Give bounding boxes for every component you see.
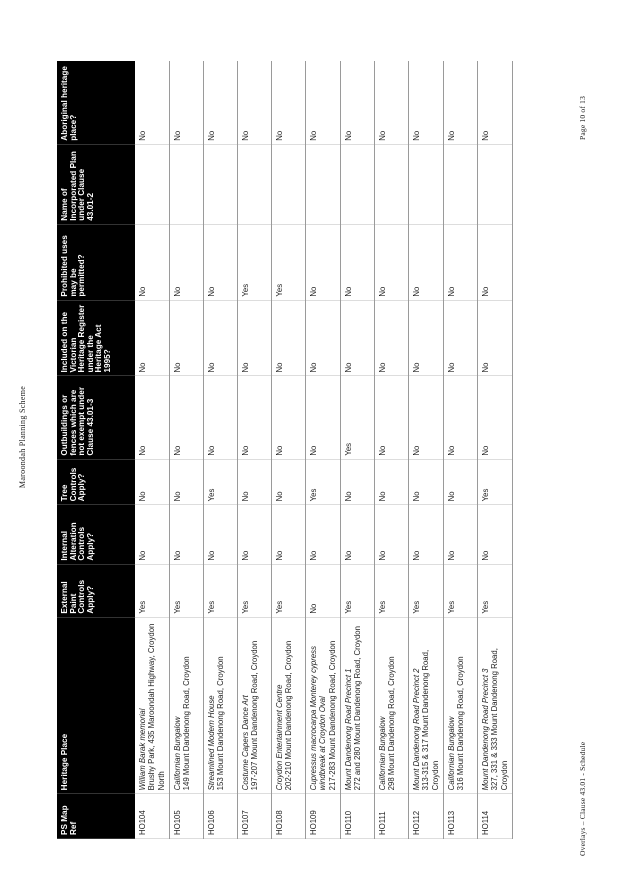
heritage-place-name: Mount Dandenong Road Precinct 1 bbox=[344, 668, 354, 791]
outbuildings-cell: No bbox=[478, 376, 513, 459]
outbuildings-cell: Yes bbox=[341, 376, 375, 459]
incorporated-plan-cell bbox=[341, 144, 375, 224]
victorian-register-cell: No bbox=[272, 300, 306, 376]
col-header-outbuildings: Outbuildings or fences which are not exempt under Clause 43.01-3 bbox=[57, 376, 135, 459]
heritage-place-address: 149 Mount Dandenong Road, Croydon bbox=[182, 656, 192, 791]
page-footer-number: Page 10 of 13 bbox=[578, 95, 587, 140]
outbuildings-cell: No bbox=[409, 376, 444, 459]
victorian-register-cell: No bbox=[375, 300, 409, 376]
internal-alteration-cell: No bbox=[238, 505, 272, 564]
victorian-register-cell: No bbox=[306, 300, 341, 376]
heritage-place-name: William Barak memorial bbox=[138, 708, 147, 791]
prohibited-uses-cell: No bbox=[444, 224, 478, 300]
table-row bbox=[444, 61, 478, 839]
ps-map-ref-cell: HO107 bbox=[238, 794, 272, 839]
heritage-place-address: 298 Mount Dandenong Road, Croydon bbox=[387, 656, 397, 791]
heritage-place-cell bbox=[272, 617, 306, 794]
table-row bbox=[204, 61, 238, 839]
heritage-place-address: 197-207 Mount Dandenong Road, Croydon bbox=[250, 640, 260, 791]
aboriginal-heritage-cell: No bbox=[204, 61, 238, 144]
ps-map-ref-cell: HO109 bbox=[306, 794, 341, 839]
external-paint-cell: Yes bbox=[409, 564, 444, 617]
internal-alteration-cell: No bbox=[409, 505, 444, 564]
incorporated-plan-cell bbox=[204, 144, 238, 224]
outbuildings-cell: No bbox=[238, 376, 272, 459]
table-row bbox=[409, 61, 444, 839]
tree-controls-cell: Yes bbox=[204, 459, 238, 505]
heritage-place-address: 313-315 & 317 Mount Dandenong Road, Croydon bbox=[421, 649, 440, 791]
prohibited-uses-cell: No bbox=[409, 224, 444, 300]
internal-alteration-cell: No bbox=[341, 505, 375, 564]
heritage-place-name: Californian Bungalow bbox=[447, 716, 457, 791]
ps-map-ref-cell: HO104 bbox=[135, 794, 170, 839]
external-paint-cell: No bbox=[306, 564, 341, 617]
col-header-external-paint: External Paint Controls Apply? bbox=[57, 564, 135, 617]
victorian-register-cell: No bbox=[238, 300, 272, 376]
tree-controls-cell: Yes bbox=[478, 459, 513, 505]
heritage-place-cell bbox=[135, 617, 170, 794]
aboriginal-heritage-cell: No bbox=[135, 61, 170, 144]
heritage-place-cell bbox=[306, 617, 341, 794]
ps-map-ref-cell: HO108 bbox=[272, 794, 306, 839]
tree-controls-cell: No bbox=[375, 459, 409, 505]
table-row bbox=[135, 61, 170, 839]
heritage-place-address: 316 Mount Dandenong Road, Croydon bbox=[456, 656, 466, 791]
col-header-ps-map-ref: PS Map Ref bbox=[57, 794, 135, 839]
tree-controls-cell: No bbox=[341, 459, 375, 505]
outbuildings-cell: No bbox=[375, 376, 409, 459]
incorporated-plan-cell bbox=[170, 144, 204, 224]
external-paint-cell: Yes bbox=[375, 564, 409, 617]
heritage-place-cell bbox=[478, 617, 513, 794]
outbuildings-cell: No bbox=[170, 376, 204, 459]
heritage-place-name: Cupressus macrocarpa Monterey cypress windbreak at Croydon Oval bbox=[309, 646, 328, 791]
outbuildings-cell: No bbox=[272, 376, 306, 459]
internal-alteration-cell: No bbox=[306, 505, 341, 564]
col-header-aboriginal-heritage: Aboriginal heritage place? bbox=[57, 61, 135, 144]
aboriginal-heritage-cell: No bbox=[306, 61, 341, 144]
aboriginal-heritage-cell: No bbox=[170, 61, 204, 144]
table-row bbox=[341, 61, 375, 839]
aboriginal-heritage-cell: No bbox=[409, 61, 444, 144]
heritage-place-address: 327, 331 & 333 Mount Dandenong Road, Croydon bbox=[490, 648, 509, 791]
external-paint-cell: Yes bbox=[170, 564, 204, 617]
heritage-place-name: Californian Bungalow bbox=[378, 716, 388, 791]
prohibited-uses-cell: Yes bbox=[272, 224, 306, 300]
prohibited-uses-cell: No bbox=[135, 224, 170, 300]
ps-map-ref-cell: HO111 bbox=[375, 794, 409, 839]
tree-controls-cell: No bbox=[170, 459, 204, 505]
internal-alteration-cell: No bbox=[272, 505, 306, 564]
aboriginal-heritage-cell: No bbox=[341, 61, 375, 144]
tree-controls-cell: No bbox=[238, 459, 272, 505]
tree-controls-cell: Yes bbox=[306, 459, 341, 505]
internal-alteration-cell: No bbox=[204, 505, 238, 564]
prohibited-uses-cell: No bbox=[341, 224, 375, 300]
external-paint-cell: Yes bbox=[444, 564, 478, 617]
aboriginal-heritage-cell: No bbox=[444, 61, 478, 144]
heritage-place-address: Brushy Park, 435 Maroondah Highway, Croydon North bbox=[147, 623, 166, 791]
table-row bbox=[238, 61, 272, 839]
victorian-register-cell: No bbox=[170, 300, 204, 376]
outbuildings-cell: No bbox=[444, 376, 478, 459]
table-row bbox=[170, 61, 204, 839]
tree-controls-cell: No bbox=[444, 459, 478, 505]
heritage-place-address: 153 Mount Dandenong Road, Croydon bbox=[216, 656, 226, 791]
incorporated-plan-cell bbox=[409, 144, 444, 224]
heritage-place-cell bbox=[444, 617, 478, 794]
col-header-incorporated-plan: Name of Incorporated Plan under Clause 43.01-2 bbox=[57, 144, 135, 224]
ps-map-ref-cell: HO105 bbox=[170, 794, 204, 839]
incorporated-plan-cell bbox=[478, 144, 513, 224]
aboriginal-heritage-cell: No bbox=[238, 61, 272, 144]
internal-alteration-cell: No bbox=[135, 505, 170, 564]
ps-map-ref-cell: HO106 bbox=[204, 794, 238, 839]
table-row bbox=[272, 61, 306, 839]
outbuildings-cell: No bbox=[204, 376, 238, 459]
heritage-place-name: Croydon Entertainment Centre bbox=[275, 684, 285, 791]
table-row bbox=[375, 61, 409, 839]
outbuildings-cell: No bbox=[306, 376, 341, 459]
heritage-place-cell bbox=[204, 617, 238, 794]
prohibited-uses-cell: No bbox=[306, 224, 341, 300]
tree-controls-cell: No bbox=[135, 459, 170, 505]
heritage-place-address: 217-283 Mount Dandenong Road, Croydon bbox=[327, 640, 337, 791]
col-header-victorian-register: Included on the Victorian Heritage Register under the Heritage Act 1995? bbox=[57, 300, 135, 376]
external-paint-cell: Yes bbox=[341, 564, 375, 617]
table-row bbox=[306, 61, 341, 839]
prohibited-uses-cell: No bbox=[170, 224, 204, 300]
external-paint-cell: Yes bbox=[478, 564, 513, 617]
heritage-place-name: Mount Dandenong Road Precinct 3 bbox=[481, 668, 491, 791]
prohibited-uses-cell: No bbox=[375, 224, 409, 300]
heritage-place-name: Mount Dandenong Road Precinct 2 bbox=[412, 668, 422, 791]
incorporated-plan-cell bbox=[272, 144, 306, 224]
table-row bbox=[478, 61, 513, 839]
victorian-register-cell: No bbox=[204, 300, 238, 376]
ps-map-ref-cell: HO112 bbox=[409, 794, 444, 839]
aboriginal-heritage-cell: No bbox=[272, 61, 306, 144]
internal-alteration-cell: No bbox=[170, 505, 204, 564]
prohibited-uses-cell: Yes bbox=[238, 224, 272, 300]
ps-map-ref-cell: HO113 bbox=[444, 794, 478, 839]
table-body bbox=[135, 61, 513, 839]
external-paint-cell: Yes bbox=[204, 564, 238, 617]
incorporated-plan-cell bbox=[238, 144, 272, 224]
victorian-register-cell: No bbox=[341, 300, 375, 376]
tree-controls-cell: No bbox=[272, 459, 306, 505]
col-header-heritage-place: Heritage Place bbox=[57, 617, 135, 794]
page-footer-clause: Overlays – Clause 43.01 - Schedule bbox=[578, 741, 587, 856]
heritage-place-name: Streamlined Modern House bbox=[207, 695, 217, 791]
outbuildings-cell: No bbox=[135, 376, 170, 459]
heritage-place-cell bbox=[375, 617, 409, 794]
victorian-register-cell: No bbox=[409, 300, 444, 376]
external-paint-cell: Yes bbox=[135, 564, 170, 617]
heritage-place-address: 202-210 Mount Dandenong Road, Croydon bbox=[284, 640, 294, 791]
heritage-place-name: Costume Capers Dance Art bbox=[241, 695, 251, 791]
col-header-tree-controls: Tree Controls Apply? bbox=[57, 459, 135, 505]
victorian-register-cell: No bbox=[135, 300, 170, 376]
heritage-place-cell bbox=[341, 617, 375, 794]
external-paint-cell: Yes bbox=[272, 564, 306, 617]
victorian-register-cell: No bbox=[444, 300, 478, 376]
incorporated-plan-cell bbox=[135, 144, 170, 224]
victorian-register-cell: No bbox=[478, 300, 513, 376]
aboriginal-heritage-cell: No bbox=[478, 61, 513, 144]
heritage-place-cell bbox=[170, 617, 204, 794]
table-header-row bbox=[57, 61, 135, 839]
tree-controls-cell: No bbox=[409, 459, 444, 505]
prohibited-uses-cell: No bbox=[478, 224, 513, 300]
ps-map-ref-cell: HO110 bbox=[341, 794, 375, 839]
ps-map-ref-cell: HO114 bbox=[478, 794, 513, 839]
heritage-place-cell bbox=[409, 617, 444, 794]
page-header: Maroondah Planning Scheme bbox=[18, 385, 27, 489]
incorporated-plan-cell bbox=[444, 144, 478, 224]
prohibited-uses-cell: No bbox=[204, 224, 238, 300]
heritage-place-cell bbox=[238, 617, 272, 794]
external-paint-cell: Yes bbox=[238, 564, 272, 617]
heritage-place-name: Californian Bungalow bbox=[173, 716, 183, 791]
heritage-schedule-table bbox=[57, 61, 513, 839]
aboriginal-heritage-cell: No bbox=[375, 61, 409, 144]
internal-alteration-cell: No bbox=[375, 505, 409, 564]
internal-alteration-cell: No bbox=[444, 505, 478, 564]
heritage-place-address: 272 and 280 Mount Dandenong Road, Croydon bbox=[353, 626, 363, 791]
incorporated-plan-cell bbox=[306, 144, 341, 224]
incorporated-plan-cell bbox=[375, 144, 409, 224]
internal-alteration-cell: No bbox=[478, 505, 513, 564]
col-header-internal-alteration: Internal Alteration Controls Apply? bbox=[57, 505, 135, 564]
col-header-prohibited-uses: Prohibited uses may be permitted? bbox=[57, 224, 135, 300]
